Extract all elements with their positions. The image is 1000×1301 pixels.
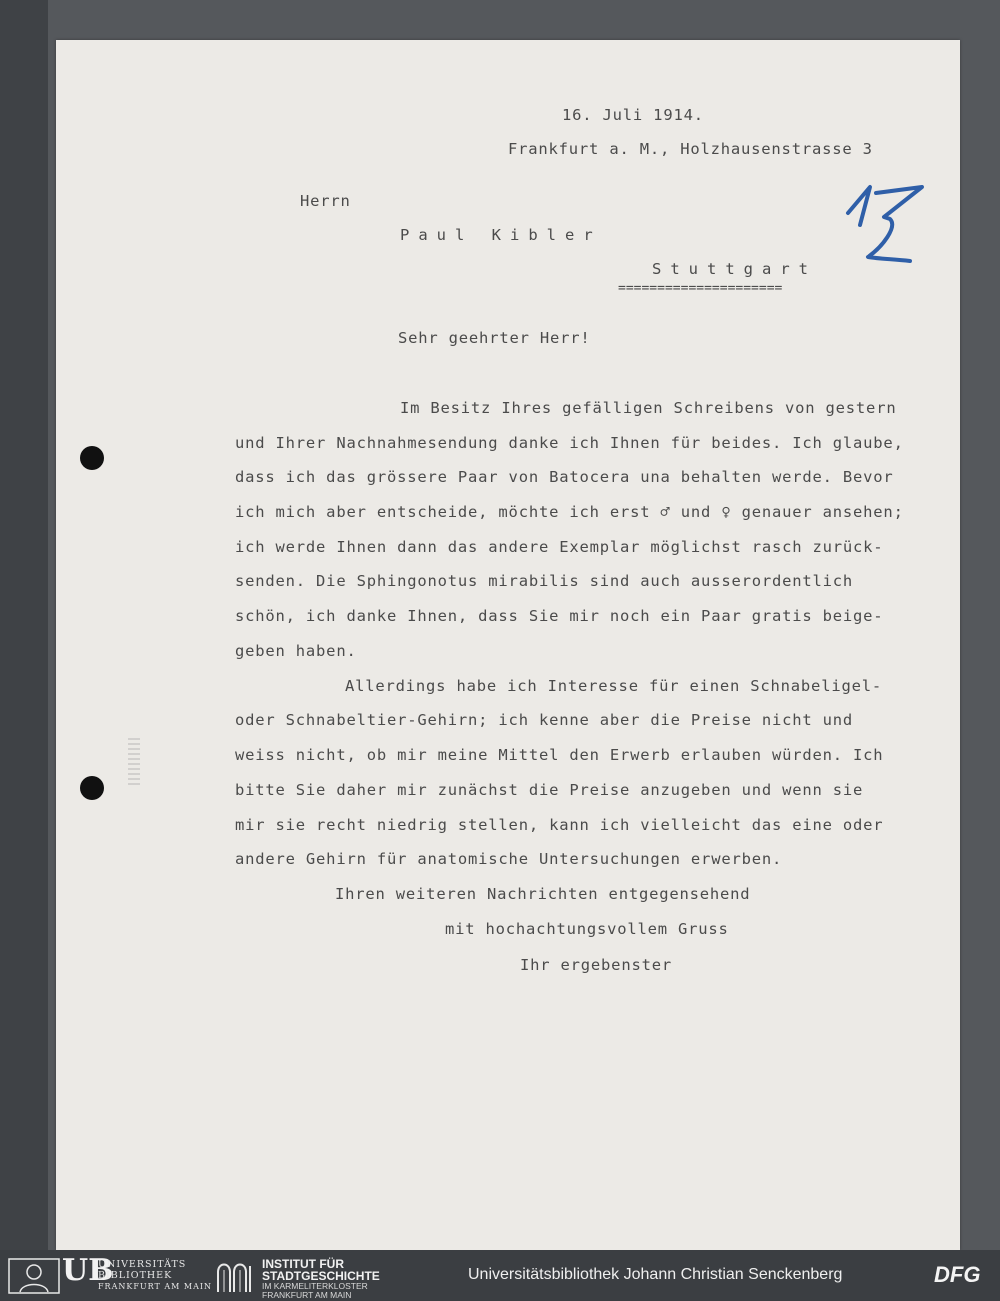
faint-stamp-mark: [128, 738, 140, 786]
ub-logo-text: [98, 1259, 212, 1292]
para2-line: mir sie recht niedrig stellen, kann ich vielleicht das eine oder: [235, 816, 884, 834]
letter-sheet: [56, 40, 960, 1250]
closing-line: mit hochachtungsvollem Gruss: [445, 920, 729, 938]
isg-line-3: IM KARMELITERKLOSTER: [262, 1281, 368, 1291]
recipient-city: Stuttgart: [652, 260, 817, 278]
punch-hole-top: [80, 446, 104, 470]
para1-line: dass ich das grössere Paar von Batocera una behalten werde. Bevor: [235, 468, 894, 486]
greeting: Sehr geehrter Herr!: [398, 329, 591, 347]
punch-hole-bottom: [80, 776, 104, 800]
city-underline: =====================: [618, 281, 783, 296]
para2-line: bitte Sie daher mir zunächst die Preise anzugeben und wenn sie: [235, 781, 864, 799]
letter-date: 16. Juli 1914.: [562, 106, 704, 124]
para1-line: Im Besitz Ihres gefälligen Schreibens von gestern: [400, 399, 897, 417]
footer-bar: [0, 1250, 1000, 1301]
dfg-logo: DFG: [934, 1262, 981, 1287]
para2-line: oder Schnabeltier-Gehirn; ich kenne aber die Preise nicht und: [235, 711, 854, 729]
ub-line-1: UNIVERSITÄTS: [98, 1259, 187, 1270]
isg-line-1: INSTITUT FÜR: [262, 1257, 344, 1271]
closing-line: Ihren weiteren Nachrichten entgegensehend: [335, 885, 751, 903]
closing-line: Ihr ergebenster: [520, 956, 672, 974]
recipient-prefix: Herrn: [300, 192, 351, 210]
para2-line: weiss nicht, ob mir meine Mittel den Erwerb erlauben würden. Ich: [235, 746, 884, 764]
isg-logo-title: [262, 1258, 380, 1282]
sender-address: Frankfurt a. M., Holzhausenstrasse 3: [508, 140, 873, 158]
handwritten-number-17: [840, 175, 940, 270]
para1-line: geben haben.: [235, 642, 357, 660]
para1-line: senden. Die Sphingonotus mirabilis sind auch ausserordentlich: [235, 572, 854, 590]
isg-arches-logo-icon: [214, 1258, 254, 1294]
isg-line-4: FRANKFURT AM MAIN: [262, 1290, 352, 1300]
para1-line: schön, ich danke Ihnen, dass Sie mir noch ein Paar gratis beige-: [235, 607, 884, 625]
footer-library-title: Universitätsbibliothek Johann Christian Senckenberg: [468, 1266, 843, 1283]
recipient-name: Paul Kibler: [400, 226, 602, 244]
ub-line-3: FRANKFURT AM MAIN: [98, 1282, 213, 1291]
para2-line: Allerdings habe ich Interesse für einen Schnabeligel-: [345, 677, 882, 695]
para1-line: ich mich aber entscheide, möchte ich erst ♂ und ♀ genauer ansehen;: [235, 503, 904, 521]
scanner-edge: [0, 0, 48, 1250]
ub-logo-letters: UB: [62, 1253, 114, 1288]
para2-line: andere Gehirn für anatomische Untersuchungen erwerben.: [235, 850, 783, 868]
ub-line-2: BIBLIOTHEK: [98, 1270, 173, 1281]
ub-portrait-logo-icon: [8, 1258, 60, 1294]
para1-line: ich werde Ihnen dann das andere Exemplar möglichst rasch zurück-: [235, 538, 884, 556]
para1-line: und Ihrer Nachnahmesendung danke ich Ihnen für beides. Ich glaube,: [235, 434, 904, 452]
isg-logo-subtitle: [262, 1282, 368, 1300]
isg-line-2: STADTGESCHICHTE: [262, 1269, 380, 1283]
